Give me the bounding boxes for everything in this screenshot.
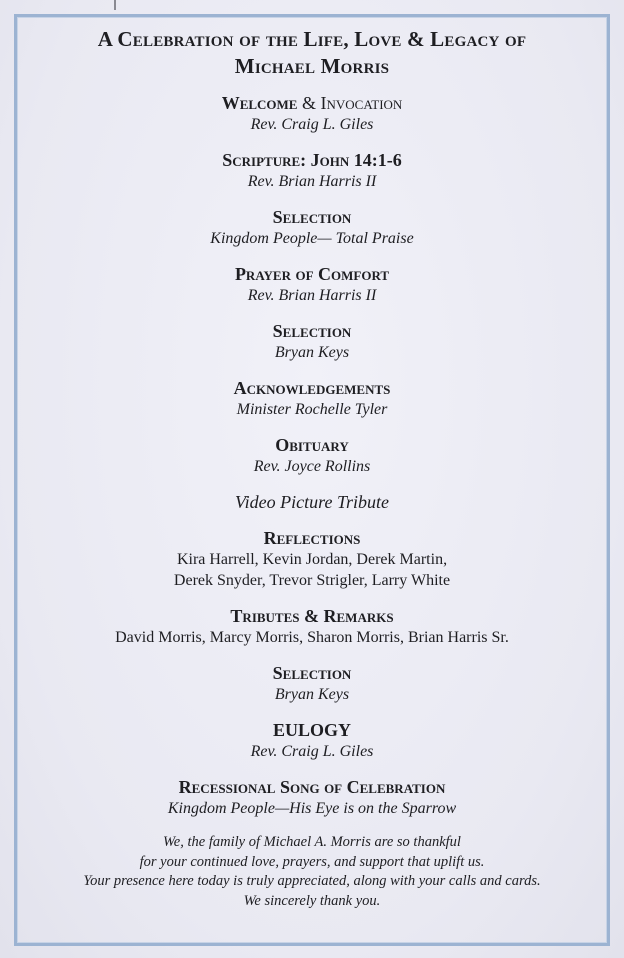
program-heading: Tributes & Remarks — [230, 606, 394, 626]
program-item-selection-3 — [14, 662, 610, 705]
heading-invocation: & Invocation — [297, 93, 403, 113]
video-tribute: Video Picture Tribute — [235, 492, 389, 512]
names-line: David Morris, Marcy Morris, Sharon Morris, Brian Harris Sr. — [115, 629, 509, 646]
program-detail: Bryan Keys — [274, 344, 350, 361]
closing-line: for your continued love, prayers, and support that uplift us. — [139, 853, 485, 870]
program-item-scripture — [14, 149, 610, 192]
program-heading: Selection — [272, 207, 352, 227]
title-line-1: A Celebration of the Life, Love & Legacy of — [97, 27, 527, 51]
closing-message — [14, 833, 610, 911]
program-item-eulogy — [14, 719, 610, 762]
program-content — [14, 22, 610, 911]
program-heading: Selection — [272, 321, 352, 341]
program-item-recessional — [14, 776, 610, 819]
program-detail: Rev. Joyce Rollins — [253, 458, 371, 475]
program-heading: Recessional Song of Celebration — [178, 777, 446, 797]
program-detail: Bryan Keys — [274, 686, 350, 703]
program-heading: Selection — [272, 663, 352, 683]
program-item-selection-1 — [14, 206, 610, 249]
program-heading: Obituary — [275, 435, 349, 455]
names-line: Derek Snyder, Trevor Strigler, Larry White — [173, 572, 451, 589]
program-detail: Kingdom People— Total Praise — [210, 230, 414, 247]
program-detail: Rev. Craig L. Giles — [250, 743, 374, 760]
program-item-acknowledgements — [14, 377, 610, 420]
program-item-reflections — [14, 527, 610, 591]
names-line: Kira Harrell, Kevin Jordan, Derek Martin, — [176, 551, 448, 568]
title-line-2: Michael Morris — [234, 54, 390, 78]
program-item-selection-2 — [14, 320, 610, 363]
program-detail: Minister Rochelle Tyler — [236, 401, 388, 418]
program-detail: Rev. Craig L. Giles — [250, 116, 374, 133]
closing-line: Your presence here today is truly appreciated, along with your calls and cards. — [83, 873, 541, 889]
closing-line: We, the family of Michael A. Morris are so thankful — [163, 834, 461, 850]
program-heading: Acknowledgements — [233, 378, 391, 398]
scan-mark — [114, 0, 116, 10]
program-item-obituary — [14, 434, 610, 477]
program-heading: Scripture: John 14:1-6 — [222, 150, 402, 170]
program-item-video — [14, 491, 610, 513]
program-detail: Kingdom People—His Eye is on the Sparrow — [167, 800, 457, 817]
program-detail: Rev. Brian Harris II — [247, 173, 377, 190]
program-heading: EULOGY — [272, 720, 351, 740]
program-item-welcome — [14, 92, 610, 135]
heading-welcome: Welcome — [221, 93, 298, 113]
closing-line: We sincerely thank you. — [243, 892, 381, 909]
program-detail: Rev. Brian Harris II — [247, 287, 377, 304]
program-item-prayer — [14, 263, 610, 306]
page-title — [14, 26, 610, 80]
program-heading: Prayer of Comfort — [234, 264, 390, 284]
program-item-tributes — [14, 605, 610, 648]
program-heading: Reflections — [263, 528, 361, 548]
program-heading — [14, 92, 610, 114]
